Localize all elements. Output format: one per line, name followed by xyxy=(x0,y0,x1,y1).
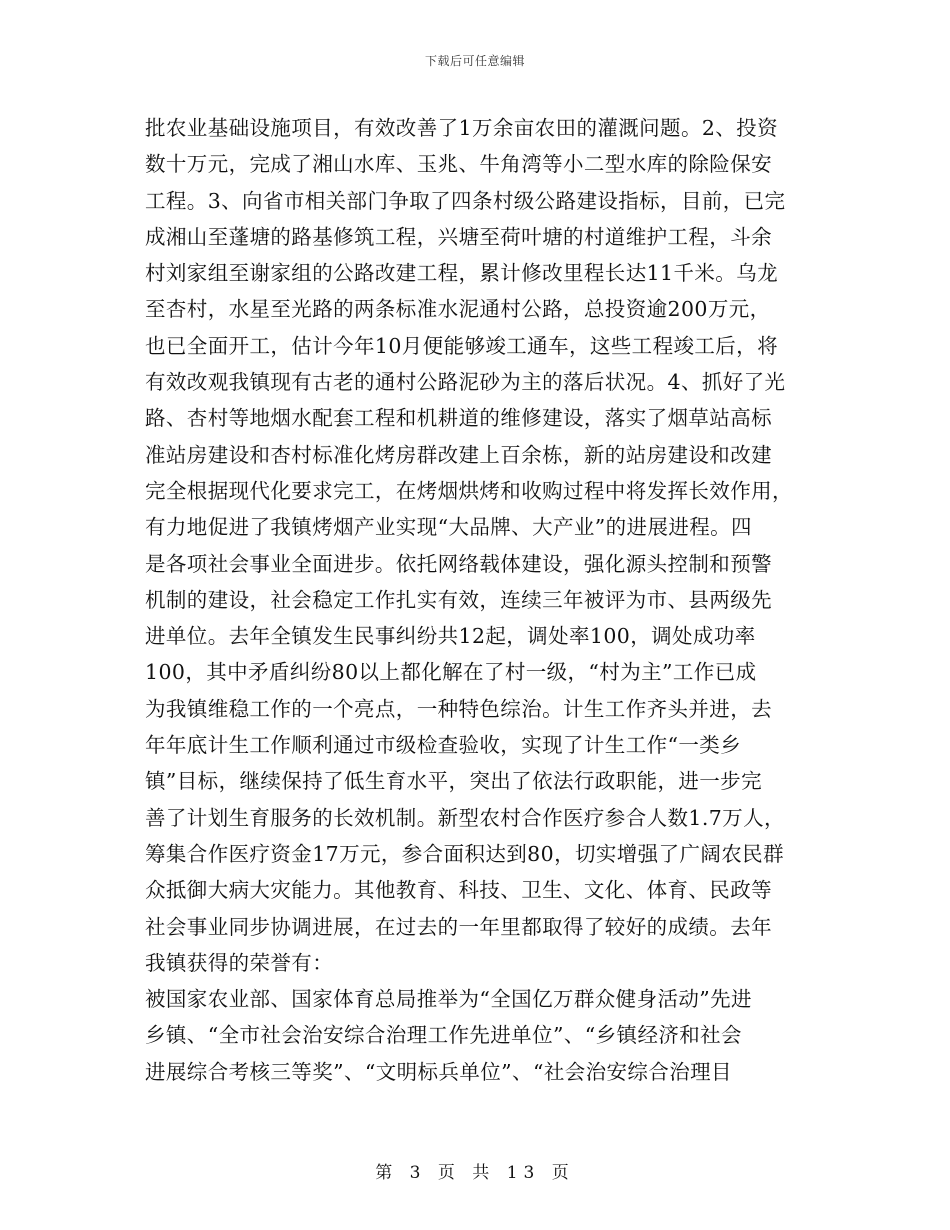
page-number-footer: 第 3 页 共 13 页 xyxy=(375,1163,575,1183)
text-line: 镇”目标，继续保持了低生育水平，突出了依法行政职能，进一步完 xyxy=(145,769,762,794)
text-line: 村刘家组至谢家组的公路改建工程，累计修改里程长达11千米。乌龙 xyxy=(145,261,778,286)
text-line: 筹集合作医疗资金17万元，参合面积达到80，切实增强了广阔农民群 xyxy=(145,841,784,866)
text-line: 为我镇维稳工作的一个亮点，一种特色综治。计生工作齐头并进，去 xyxy=(145,696,772,721)
text-line: 批农业基础设施项目，有效改善了1万余亩农田的灌溉问题。2、投资 xyxy=(145,116,778,140)
text-line: 准站房建设和杏村标准化烤房群改建上百余栋，新的站房建设和改建 xyxy=(145,442,772,467)
text-line: 成湘山至蓬塘的路基修筑工程，兴塘至荷叶塘的村道维护工程，斗余 xyxy=(145,224,772,249)
text-line: 乡镇、“全市社会治安综合治理工作先进单位”、“乡镇经济和社会 xyxy=(145,1023,742,1048)
text-line: 被国家农业部、国家体育总局推举为“全国亿万群众健身活动”先进 xyxy=(145,987,752,1012)
text-line: 年年底计生工作顺利通过市级检查验收，实现了计生工作“一类乡 xyxy=(145,733,742,758)
text-line: 有力地促进了我镇烤烟产业实现“大品牌、大产业”的进展进程。四 xyxy=(145,515,752,540)
text-line: 是各项社会事业全面进步。依托网络载体建设，强化源头控制和预警 xyxy=(145,551,772,576)
text-line: 机制的建设，社会稳定工作扎实有效，连续三年被评为市、县两级先 xyxy=(145,587,772,612)
text-line: 工程。3、向省市相关部门争取了四条村级公路建设指标，目前，已完 xyxy=(145,188,786,213)
text-line: 我镇获得的荣誉有： xyxy=(145,950,334,975)
text-line: 数十万元，完成了湘山水库、玉兆、牛角湾等小二型水库的除险保安 xyxy=(145,152,772,177)
text-line: 也已全面开工，估计今年10月便能够竣工通车，这些工程竣工后，将 xyxy=(145,333,778,358)
text-line: 众抵御大病大灾能力。其他教育、科技、卫生、文化、体育、民政等 xyxy=(145,878,772,903)
text-line: 社会事业同步协调进展，在过去的一年里都取得了较好的成绩。去年 xyxy=(145,914,772,939)
text-line: 善了计划生育服务的长效机制。新型农村合作医疗参合人数1.7万人， xyxy=(145,805,785,830)
text-line: 100，其中矛盾纠纷80以上都化解在了村一级，“村为主”工作已成 xyxy=(145,660,757,685)
text-line: 完全根据现代化要求完工，在烤烟烘烤和收购过程中将发挥长效作用， xyxy=(145,478,793,503)
text-line: 进单位。去年全镇发生民事纠纷共12起，调处率100，调处成功率 xyxy=(145,624,756,649)
body-text xyxy=(145,110,810,1090)
text-line: 有效改观我镇现有古老的通村公路泥砂为主的落后状况。4、抓好了光 xyxy=(145,370,786,395)
text-line: 至杏村，水星至光路的两条标准水泥通村公路，总投资逾200万元， xyxy=(145,297,771,322)
page-header: 下载后可任意编辑 xyxy=(424,54,525,68)
text-line: 进展综合考核三等奖”、“文明标兵单位”、“社会治安综合治理目 xyxy=(145,1059,732,1084)
text-line: 路、杏村等地烟水配套工程和机耕道的维修建设，落实了烟草站高标 xyxy=(145,406,772,431)
